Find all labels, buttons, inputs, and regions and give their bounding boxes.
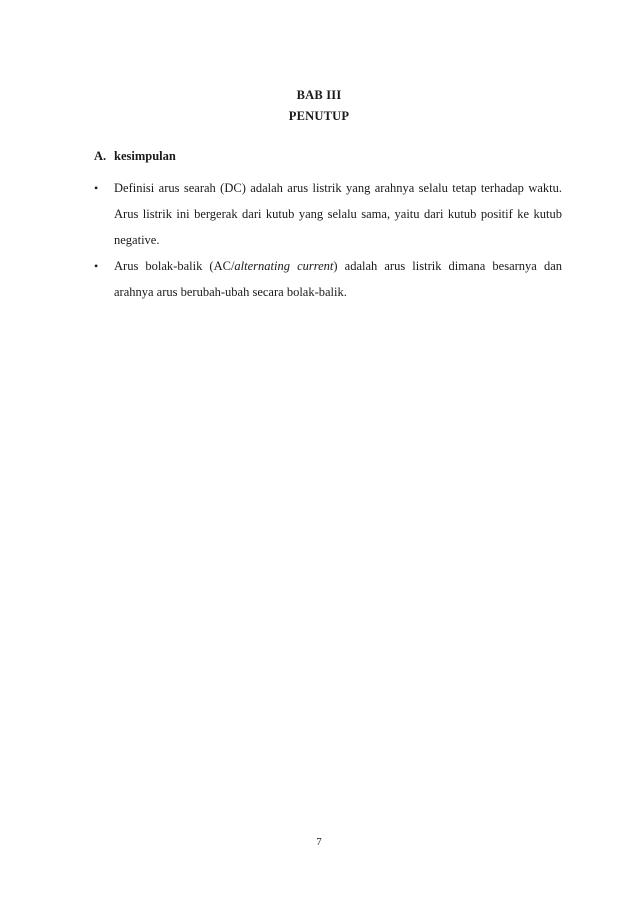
section-number: A. [94, 149, 107, 163]
list-item-text [114, 253, 562, 305]
conclusion-list [94, 175, 562, 305]
chapter-title [0, 109, 638, 124]
list-item [94, 175, 562, 253]
list-item-text-before: Arus bolak-balik (AC/ [114, 259, 235, 273]
list-item-text: Definisi arus searah (DC) adalah arus listrik yang arahnya selalu tetap terhadap waktu. Arus listrik ini bergerak dari kutub yang selalu sama, yaitu dari kutub positif ke kutub negative. [114, 181, 562, 247]
bullet-icon: • [94, 181, 99, 195]
chapter-label [0, 88, 638, 103]
section-heading [94, 149, 176, 164]
list-item-text-after: ) adalah arus listrik dimana besarnya dan arahnya arus berubah-ubah secara bolak-balik. [114, 259, 562, 299]
chapter-label-text: BAB III [296, 88, 342, 102]
page-number: 7 [316, 836, 322, 848]
bullet-icon: • [94, 259, 99, 273]
list-item-text-italic: alternating current [234, 259, 334, 273]
list-item [94, 253, 562, 305]
section-title: kesimpulan [114, 149, 176, 163]
chapter-title-text: PENUTUP [288, 109, 350, 123]
